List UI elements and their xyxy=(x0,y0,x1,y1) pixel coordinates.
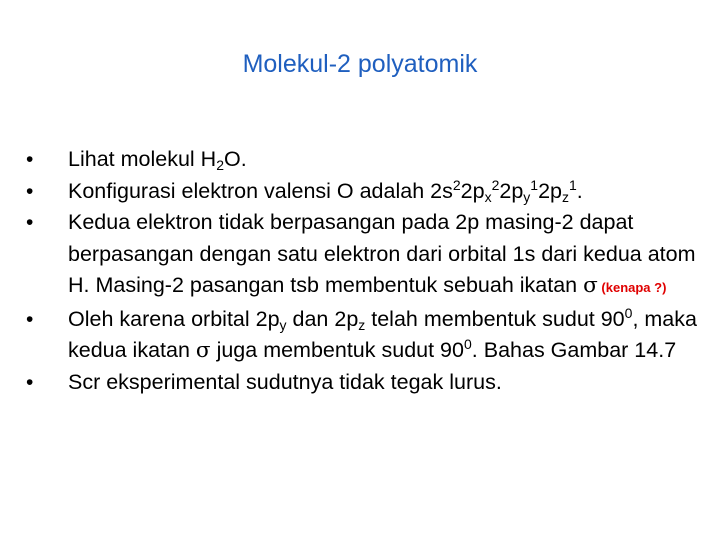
subscript: y xyxy=(523,188,531,205)
bullet-text: telah membentuk sudut 90 xyxy=(365,306,625,331)
subscript: z xyxy=(562,188,569,205)
bullet-text: juga membentuk sudut 90 xyxy=(210,338,464,362)
bullet-icon: • xyxy=(26,148,34,171)
bullet-icon: • xyxy=(26,307,34,331)
subscript: z xyxy=(358,316,366,333)
bullet-text: O. xyxy=(223,147,247,171)
bullet-item-3 xyxy=(24,207,704,304)
superscript: 1 xyxy=(569,176,577,193)
bullet-text: 2p xyxy=(538,178,562,203)
slide-title: Molekul-2 polyatomik xyxy=(242,50,478,78)
superscript: 1 xyxy=(530,176,539,193)
bullet-text: . Bahas Gambar 14.7 xyxy=(471,338,677,362)
bullet-item-5 xyxy=(24,367,704,399)
superscript: 0 xyxy=(624,304,633,321)
bullet-text: Lihat molekul H xyxy=(68,147,217,171)
sigma-symbol: σ xyxy=(583,273,598,298)
bullet-icon: • xyxy=(26,370,34,394)
bullet-text: 2p xyxy=(460,178,485,203)
superscript: 2 xyxy=(452,176,461,193)
bullet-text: Konfigurasi elektron valensi O adalah 2s xyxy=(68,178,453,203)
superscript: 0 xyxy=(463,336,472,352)
bullet-item-1 xyxy=(24,144,704,176)
bullet-text: . xyxy=(576,178,583,203)
bullet-item-2 xyxy=(24,176,704,208)
question-note: (kenapa ?) xyxy=(597,280,667,295)
bullet-list xyxy=(24,144,704,398)
bullet-text: , maka kedua ikatan xyxy=(68,306,697,362)
bullet-text: Kedua elektron tidak berpasangan pada 2p masing-2 dapat berpasangan dengan satu elektron dari orbital 1s dari kedua atom H. Masing-2 pasangan tsb membentuk sebuah ikatan xyxy=(68,210,696,297)
bullet-text: 2p xyxy=(499,178,524,203)
subscript: y xyxy=(279,316,287,333)
subscript: 2 xyxy=(216,157,224,173)
bullet-icon: • xyxy=(26,211,34,234)
superscript: 2 xyxy=(491,176,500,193)
bullet-icon: • xyxy=(26,179,34,203)
subscript: x xyxy=(484,188,492,205)
bullet-item-4 xyxy=(24,304,704,367)
sigma-symbol: σ xyxy=(195,338,211,363)
bullet-text: Scr eksperimental sudutnya tidak tegak lurus. xyxy=(68,369,502,394)
bullet-text: dan 2p xyxy=(286,306,359,331)
bullet-text: Oleh karena orbital 2p xyxy=(68,306,280,331)
